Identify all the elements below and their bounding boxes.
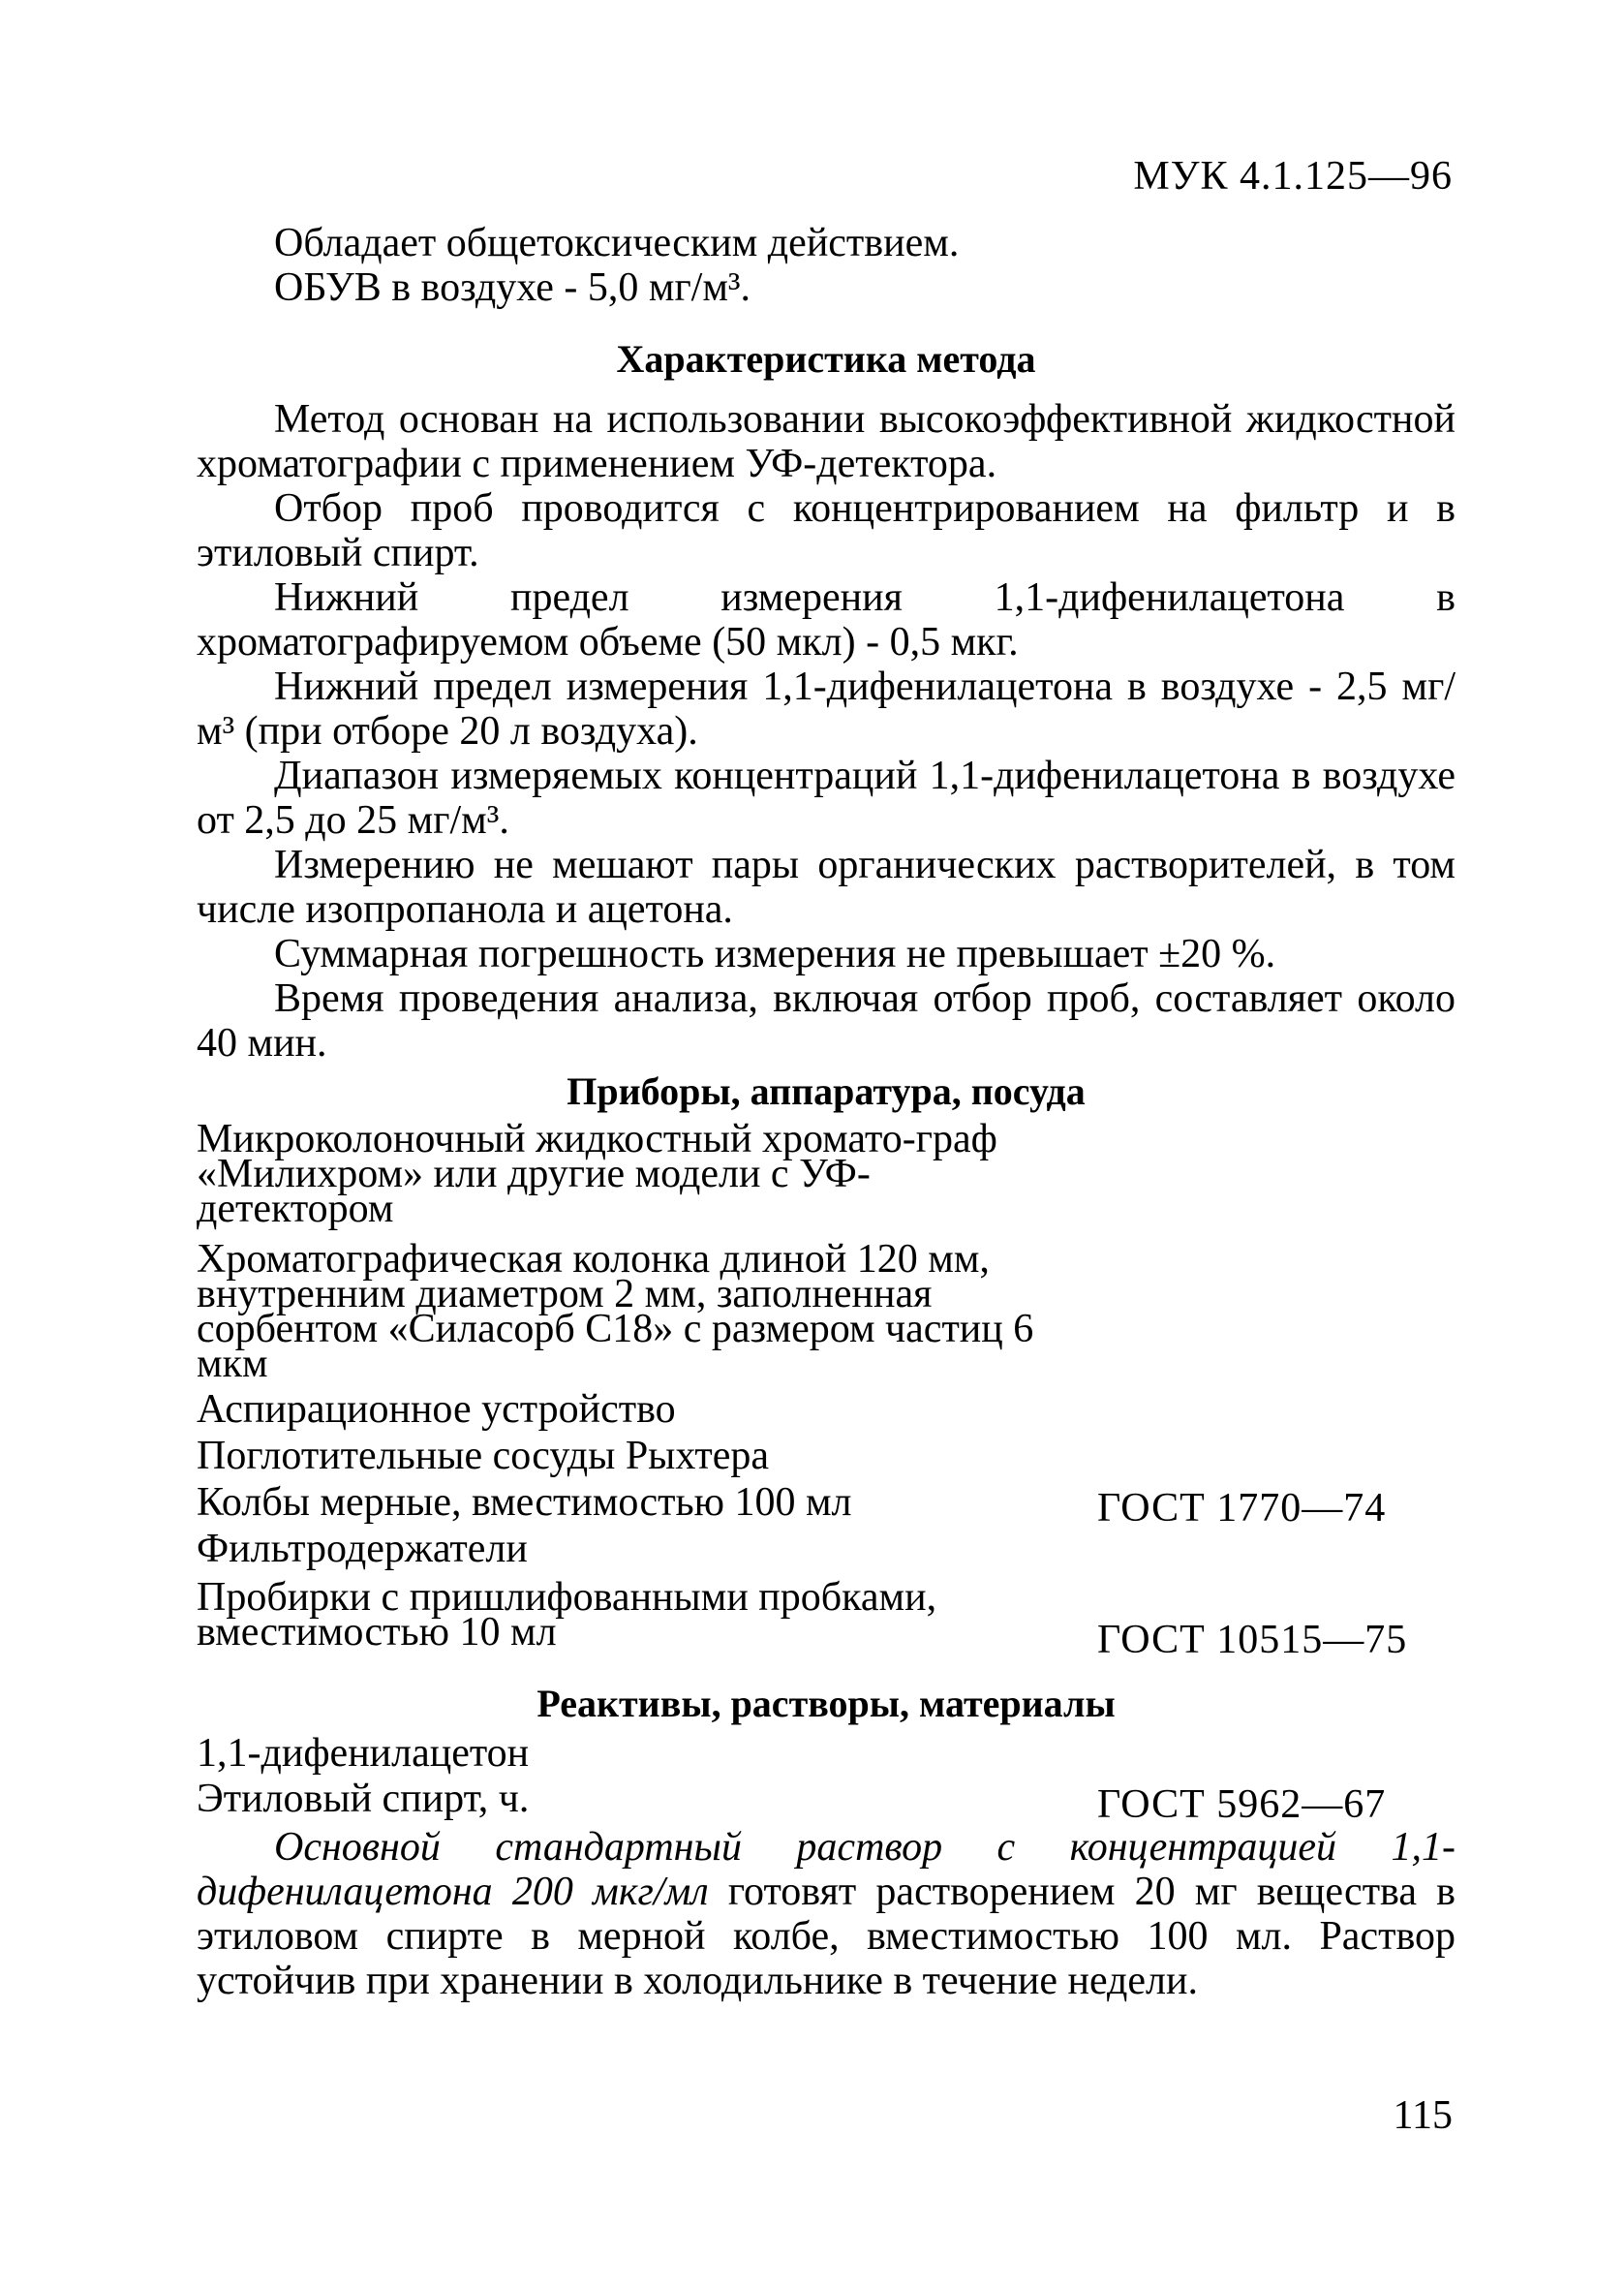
equipment-gost: ГОСТ 10515—75 xyxy=(1097,1618,1408,1662)
method-block xyxy=(197,397,1455,1066)
equipment-item: Пробирки с пришлифованными пробками, вместимостью 10 мл xyxy=(197,1575,937,1655)
method-paragraph: Метод основан на использовании высокоэффективной жидкостной хроматографии с применением УФ-детектора. xyxy=(197,397,1455,486)
equipment-item: Поглотительные сосуды Рыхтера xyxy=(197,1434,769,1478)
solution-name: Основной стандартный раствор с концентрацией 1,1-дифенилацетона 200 мкг/мл xyxy=(197,1825,1455,1914)
equipment-item: Хроматографическая колонка длиной 120 мм, внутренним диаметром 2 мм, заполненная сорбентом «Силасорб С18» с размером частиц 6 мкм xyxy=(197,1237,1034,1386)
page-number: 115 xyxy=(1393,2093,1453,2138)
solution-block xyxy=(197,1825,1455,2003)
equipment-gost: ГОСТ 1770—74 xyxy=(1097,1486,1387,1531)
method-paragraph: Отбор проб проводится с концентрированием на фильтр и в этиловый спирт. xyxy=(197,486,1455,575)
equipment-item: Аспирационное устройство xyxy=(197,1387,676,1432)
solution-description: готовят растворением 20 мг вещества в этиловом спирте в мерной колбе, вместимостью 100 мл. Раствор устойчив при хранении в холодильнике в течение недели. xyxy=(197,1870,1455,2003)
document-code: МУК 4.1.125—96 xyxy=(1133,154,1453,199)
intro-obuv: ОБУВ в воздухе - 5,0 мг/м³. xyxy=(274,265,751,310)
reagent-gost: ГОСТ 5962—67 xyxy=(1097,1782,1387,1827)
method-paragraph: Нижний предел измерения 1,1-дифенилацетона в воздухе - 2,5 мг/м³ (при отборе 20 л воздуха). xyxy=(197,665,1455,754)
method-paragraph: Диапазон измеряемых концентраций 1,1-дифенилацетона в воздухе от 2,5 до 25 мг/м³. xyxy=(197,754,1455,843)
reagents-heading: Реактивы, растворы, материалы xyxy=(536,1682,1116,1725)
equipment-item: Фильтродержатели xyxy=(197,1527,528,1571)
reagent-item: 1,1-дифенилацетон xyxy=(197,1731,530,1776)
intro-block xyxy=(197,221,1455,310)
equipment-heading: Приборы, аппаратура, посуда xyxy=(567,1069,1086,1113)
method-paragraph: Нижний предел измерения 1,1-дифенилацетона в хроматографируемом объеме (50 мкл) - 0,5 мкг. xyxy=(197,575,1455,665)
reagent-item: Этиловый спирт, ч. xyxy=(197,1777,530,1821)
solution-paragraph xyxy=(197,1825,1455,2003)
method-paragraph: Время проведения анализа, включая отбор проб, составляет около 40 мин. xyxy=(197,976,1455,1066)
equipment-item: Микроколоночный жидкостный хромато-граф «Милихром» или другие модели с УФ-детектором xyxy=(197,1117,997,1231)
method-paragraph: Измерению не мешают пары органических растворителей, в том числе изопропанола и ацетона. xyxy=(197,843,1455,932)
method-paragraph: Суммарная погрешность измерения не превышает ±20 %. xyxy=(274,932,1276,976)
method-heading: Характеристика метода xyxy=(616,337,1036,381)
equipment-item: Колбы мерные, вместимостью 100 мл xyxy=(197,1480,852,1525)
intro-toxicity: Обладает общетоксическим действием. xyxy=(274,221,960,265)
